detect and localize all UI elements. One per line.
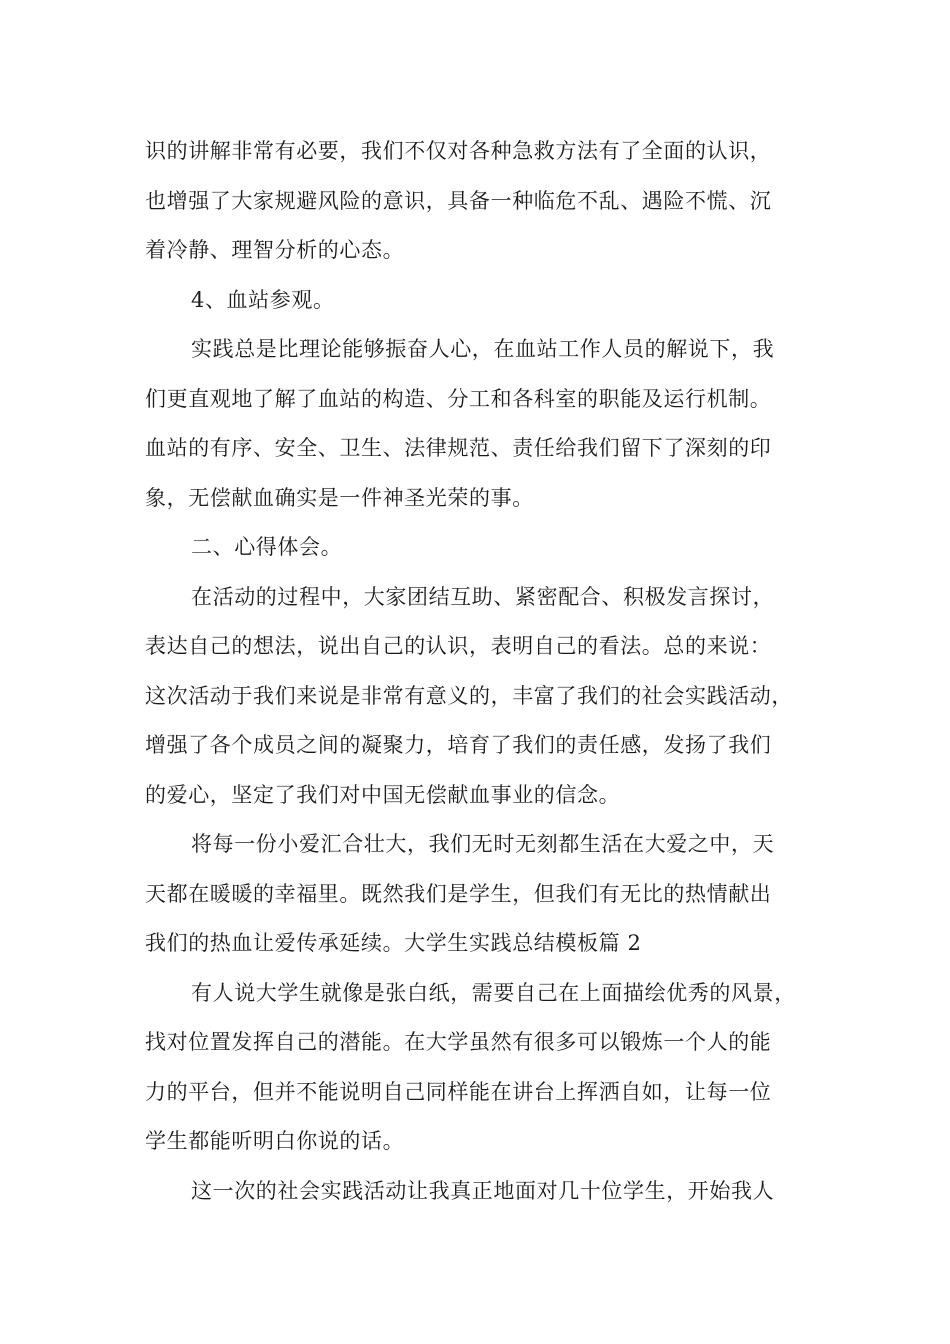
section-heading: 二、心得体会。	[191, 535, 343, 559]
text-line: 找对位置发挥自己的潜能。在大学虽然有很多可以锻炼一个人的能	[145, 1030, 772, 1054]
text-line: 在活动的过程中，大家团结互助、紧密配合、积极发言探讨，	[191, 584, 775, 609]
text-line: 们更直观地了解了血站的构造、分工和各科室的职能及运行机制。	[145, 386, 772, 411]
text-line: 的爱心，坚定了我们对中国无偿献血事业的信念。	[145, 782, 621, 807]
text-line: 我们的热血让爱传承延续。大学生实践总结模板篇 2	[145, 931, 642, 955]
text-line: 力的平台，但并不能说明自己同样能在讲台上挥洒自如，让每一位	[145, 1079, 772, 1104]
document-body	[145, 127, 825, 1216]
text-line: 天都在暖暖的幸福里。既然我们是学生，但我们有无比的热情献出	[145, 881, 772, 906]
text-line: 表达自己的想法，说出自己的认识，表明自己的看法。总的来说：	[145, 634, 772, 658]
text-line: 这一次的社会实践活动让我真正地面对几十位学生，开始我人	[191, 1178, 775, 1203]
text-line: 识的讲解非常有必要，我们不仅对各种急救方法有了全面的认识，	[145, 139, 772, 163]
text-line: 血站的有序、安全、卫生、法律规范、责任给我们留下了深刻的印	[145, 436, 772, 460]
text-line: 将每一份小爱汇合壮大，我们无时无刻都生活在大爱之中，天	[191, 832, 775, 856]
text-line: 也增强了大家规避风险的意识，具备一种临危不乱、遇险不慌、沉	[145, 188, 772, 213]
section-heading: 4、血站参观。	[191, 287, 335, 312]
text-line: 着冷静、理智分析的心态。	[145, 238, 405, 262]
text-line: 学生都能听明白你说的话。	[145, 1129, 405, 1153]
text-line: 增强了各个成员之间的凝聚力，培育了我们的责任感，发扬了我们	[145, 733, 772, 757]
text-line: 象，无偿献血确实是一件神圣光荣的事。	[145, 485, 534, 510]
text-line: 实践总是比理论能够振奋人心，在血站工作人员的解说下，我	[191, 337, 775, 361]
text-line: 有人说大学生就像是张白纸，需要自己在上面描绘优秀的风景，	[191, 980, 796, 1005]
text-line: 这次活动于我们来说是非常有意义的，丰富了我们的社会实践活动，	[145, 683, 793, 708]
